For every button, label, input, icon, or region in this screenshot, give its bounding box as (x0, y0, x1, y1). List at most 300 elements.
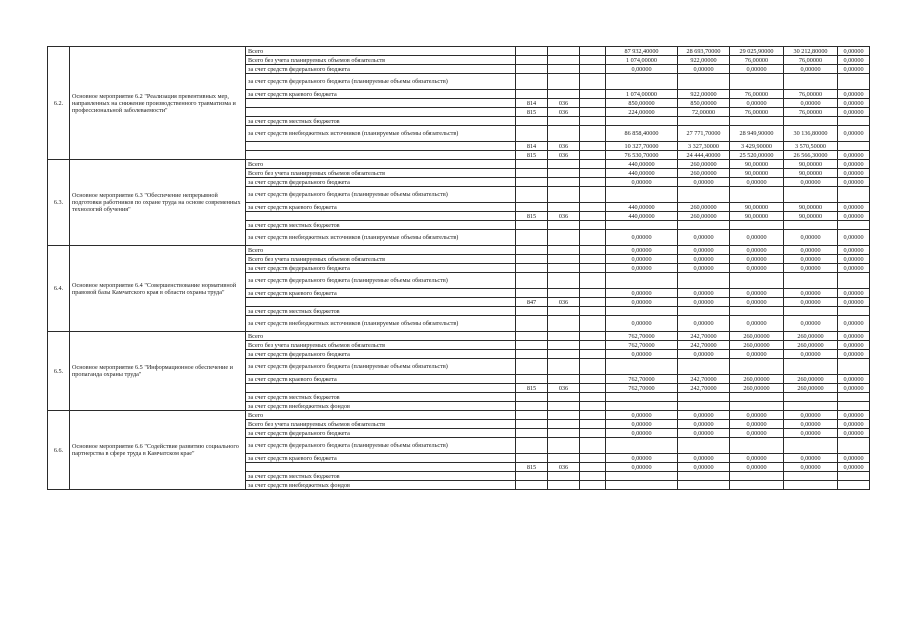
amount-cell (838, 438, 870, 454)
amount-cell (678, 273, 730, 289)
amount-cell: 0,00000 (678, 454, 730, 463)
funding-source: Всего (246, 47, 516, 56)
amount-cell: 24 444,40000 (678, 151, 730, 160)
amount-cell (838, 74, 870, 90)
empty-cell (580, 350, 606, 359)
section-code (548, 481, 580, 490)
empty-cell (580, 393, 606, 402)
section-code (548, 178, 580, 187)
activity-index: 6.5. (48, 332, 70, 411)
amount-cell: 242,70000 (678, 384, 730, 393)
amount-cell: 0,00000 (838, 454, 870, 463)
amount-cell: 260,00000 (678, 203, 730, 212)
amount-cell: 0,00000 (606, 298, 678, 307)
section-code (548, 246, 580, 255)
grbs-code (516, 246, 548, 255)
amount-cell: 0,00000 (838, 160, 870, 169)
section-code (548, 169, 580, 178)
section-code (548, 203, 580, 212)
empty-cell (580, 307, 606, 316)
funding-source: Всего без учета планируемых объемов обязательств (246, 169, 516, 178)
amount-cell: 90,00000 (730, 169, 784, 178)
empty-cell (580, 187, 606, 203)
section-code (548, 255, 580, 264)
funding-source (246, 142, 516, 151)
amount-cell: 0,00000 (838, 420, 870, 429)
funding-source: за счет средств федерального бюджета (планируемые объемы обязательств) (246, 438, 516, 454)
amount-cell: 0,00000 (678, 255, 730, 264)
amount-cell: 30 212,80000 (784, 47, 838, 56)
amount-cell: 76,00000 (730, 56, 784, 65)
empty-cell (580, 273, 606, 289)
grbs-code (516, 332, 548, 341)
funding-source: за счет средств местных бюджетов (246, 221, 516, 230)
grbs-code (516, 221, 548, 230)
grbs-code: 815 (516, 108, 548, 117)
amount-cell: 28 949,90000 (730, 126, 784, 142)
section-code (548, 264, 580, 273)
section-code (548, 341, 580, 350)
amount-cell: 242,70000 (678, 332, 730, 341)
grbs-code: 815 (516, 463, 548, 472)
funding-source: Всего без учета планируемых объемов обязательств (246, 420, 516, 429)
table-row (48, 246, 870, 255)
activity-index: 6.4. (48, 246, 70, 332)
funding-source (246, 463, 516, 472)
funding-source: за счет средств внебюджетных фондов (246, 402, 516, 411)
amount-cell: 0,00000 (784, 411, 838, 420)
amount-cell (838, 393, 870, 402)
funding-source: за счет средств краевого бюджета (246, 375, 516, 384)
amount-cell: 0,00000 (730, 246, 784, 255)
activity-name: Основное мероприятие 6.4 "Совершенствование нормативной правовой базы Камчатского края в области охраны труда" (70, 246, 246, 332)
amount-cell (838, 402, 870, 411)
section-code (548, 454, 580, 463)
amount-cell (784, 438, 838, 454)
activity-name: Основное мероприятие 6.6 "Содействие развитию социального партнерства в сфере труда в Камчатском крае" (70, 411, 246, 490)
amount-cell: 440,00000 (606, 203, 678, 212)
amount-cell: 0,00000 (838, 375, 870, 384)
amount-cell: 0,00000 (678, 463, 730, 472)
activity-index: 6.6. (48, 411, 70, 490)
amount-cell (606, 393, 678, 402)
amount-cell (678, 402, 730, 411)
amount-cell: 0,00000 (784, 246, 838, 255)
amount-cell: 76,00000 (784, 108, 838, 117)
funding-source: Всего без учета планируемых объемов обязательств (246, 56, 516, 65)
grbs-code (516, 47, 548, 56)
amount-cell (730, 187, 784, 203)
amount-cell (838, 481, 870, 490)
amount-cell: 0,00000 (838, 298, 870, 307)
section-code (548, 126, 580, 142)
empty-cell (580, 56, 606, 65)
amount-cell: 0,00000 (838, 411, 870, 420)
empty-cell (580, 47, 606, 56)
grbs-code (516, 289, 548, 298)
amount-cell: 26 566,30000 (784, 151, 838, 160)
grbs-code (516, 438, 548, 454)
funding-source: Всего (246, 160, 516, 169)
amount-cell: 0,00000 (838, 350, 870, 359)
amount-cell: 10 327,70000 (606, 142, 678, 151)
amount-cell: 762,70000 (606, 341, 678, 350)
activity-index: 6.2. (48, 47, 70, 160)
amount-cell (784, 359, 838, 375)
amount-cell: 260,00000 (730, 375, 784, 384)
empty-cell (580, 420, 606, 429)
amount-cell (838, 273, 870, 289)
amount-cell: 0,00000 (730, 420, 784, 429)
amount-cell (678, 74, 730, 90)
funding-source: за счет средств краевого бюджета (246, 203, 516, 212)
amount-cell: 0,00000 (606, 65, 678, 74)
funding-source: за счет средств внебюджетных источников (планируемые объемы обязательств) (246, 230, 516, 246)
amount-cell (784, 117, 838, 126)
amount-cell: 0,00000 (730, 65, 784, 74)
amount-cell: 260,00000 (678, 160, 730, 169)
amount-cell: 0,00000 (838, 47, 870, 56)
amount-cell: 90,00000 (784, 203, 838, 212)
amount-cell: 260,00000 (784, 384, 838, 393)
section-code (548, 359, 580, 375)
activity-index: 6.3. (48, 160, 70, 246)
budget-sheet (47, 46, 869, 490)
amount-cell (784, 402, 838, 411)
amount-cell: 0,00000 (838, 255, 870, 264)
amount-cell (730, 117, 784, 126)
amount-cell: 28 693,70000 (678, 47, 730, 56)
amount-cell (838, 472, 870, 481)
grbs-code (516, 429, 548, 438)
funding-source: за счет средств федерального бюджета (планируемые объемы обязательств) (246, 359, 516, 375)
grbs-code (516, 273, 548, 289)
amount-cell: 0,00000 (784, 99, 838, 108)
amount-cell: 0,00000 (784, 350, 838, 359)
section-code (548, 65, 580, 74)
amount-cell: 0,00000 (838, 384, 870, 393)
section-code (548, 316, 580, 332)
section-code: 036 (548, 151, 580, 160)
grbs-code (516, 375, 548, 384)
amount-cell: 0,00000 (838, 429, 870, 438)
amount-cell (606, 472, 678, 481)
activity-name: Основное мероприятие 6.5 "Информационное обеспечение и пропаганда охраны труда" (70, 332, 246, 411)
amount-cell (838, 307, 870, 316)
section-code (548, 47, 580, 56)
amount-cell: 242,70000 (678, 341, 730, 350)
grbs-code: 815 (516, 212, 548, 221)
amount-cell: 0,00000 (730, 350, 784, 359)
amount-cell: 260,00000 (730, 341, 784, 350)
amount-cell (784, 393, 838, 402)
amount-cell (678, 481, 730, 490)
amount-cell: 0,00000 (838, 264, 870, 273)
amount-cell: 0,00000 (606, 255, 678, 264)
amount-cell: 0,00000 (678, 429, 730, 438)
funding-source (246, 384, 516, 393)
empty-cell (580, 402, 606, 411)
amount-cell: 0,00000 (784, 230, 838, 246)
amount-cell (606, 438, 678, 454)
amount-cell (606, 187, 678, 203)
section-code: 036 (548, 298, 580, 307)
grbs-code (516, 393, 548, 402)
section-code (548, 472, 580, 481)
amount-cell: 0,00000 (678, 289, 730, 298)
funding-source: за счет средств федерального бюджета (246, 350, 516, 359)
amount-cell: 0,00000 (838, 178, 870, 187)
amount-cell: 0,00000 (838, 316, 870, 332)
amount-cell: 0,00000 (784, 463, 838, 472)
amount-cell: 0,00000 (838, 289, 870, 298)
amount-cell: 0,00000 (606, 429, 678, 438)
grbs-code (516, 230, 548, 246)
section-code (548, 429, 580, 438)
amount-cell: 0,00000 (606, 246, 678, 255)
amount-cell: 0,00000 (784, 316, 838, 332)
grbs-code (516, 420, 548, 429)
grbs-code (516, 264, 548, 273)
amount-cell: 90,00000 (784, 212, 838, 221)
amount-cell: 224,00000 (606, 108, 678, 117)
section-code (548, 375, 580, 384)
section-code (548, 289, 580, 298)
section-code: 036 (548, 212, 580, 221)
amount-cell (838, 117, 870, 126)
amount-cell: 440,00000 (606, 212, 678, 221)
amount-cell (606, 307, 678, 316)
amount-cell: 0,00000 (678, 350, 730, 359)
amount-cell: 0,00000 (838, 230, 870, 246)
empty-cell (580, 230, 606, 246)
amount-cell: 76,00000 (784, 90, 838, 99)
amount-cell: 0,00000 (730, 255, 784, 264)
amount-cell (730, 307, 784, 316)
funding-source: за счет средств краевого бюджета (246, 289, 516, 298)
section-code (548, 350, 580, 359)
amount-cell: 922,00000 (678, 90, 730, 99)
amount-cell: 90,00000 (784, 169, 838, 178)
amount-cell (606, 481, 678, 490)
amount-cell: 0,00000 (678, 65, 730, 74)
amount-cell: 242,70000 (678, 375, 730, 384)
amount-cell: 87 932,40000 (606, 47, 678, 56)
amount-cell (678, 438, 730, 454)
amount-cell: 0,00000 (838, 90, 870, 99)
funding-source: за счет средств краевого бюджета (246, 90, 516, 99)
amount-cell (784, 307, 838, 316)
amount-cell: 0,00000 (678, 411, 730, 420)
section-code: 036 (548, 463, 580, 472)
empty-cell (580, 384, 606, 393)
section-code (548, 74, 580, 90)
grbs-code (516, 472, 548, 481)
grbs-code (516, 481, 548, 490)
amount-cell: 260,00000 (784, 341, 838, 350)
section-code (548, 187, 580, 203)
amount-cell: 0,00000 (606, 230, 678, 246)
empty-cell (580, 178, 606, 187)
amount-cell: 0,00000 (606, 350, 678, 359)
funding-source (246, 151, 516, 160)
grbs-code (516, 169, 548, 178)
amount-cell (730, 438, 784, 454)
grbs-code (516, 160, 548, 169)
amount-cell: 0,00000 (838, 463, 870, 472)
section-code (548, 420, 580, 429)
amount-cell: 0,00000 (784, 255, 838, 264)
amount-cell: 440,00000 (606, 169, 678, 178)
amount-cell: 0,00000 (606, 411, 678, 420)
amount-cell: 0,00000 (678, 246, 730, 255)
amount-cell: 0,00000 (678, 420, 730, 429)
section-code (548, 230, 580, 246)
amount-cell: 0,00000 (730, 429, 784, 438)
amount-cell: 1 074,00000 (606, 90, 678, 99)
amount-cell (838, 359, 870, 375)
amount-cell (730, 393, 784, 402)
amount-cell: 3 429,90000 (730, 142, 784, 151)
table-row (48, 411, 870, 420)
empty-cell (580, 160, 606, 169)
amount-cell (678, 472, 730, 481)
section-code (548, 56, 580, 65)
funding-source: за счет средств внебюджетных источников (планируемые объемы обязательств) (246, 316, 516, 332)
grbs-code (516, 65, 548, 74)
empty-cell (580, 332, 606, 341)
amount-cell: 76,00000 (730, 108, 784, 117)
empty-cell (580, 375, 606, 384)
activity-name: Основное мероприятие 6.3 "Обеспечение непрерывной подготовки работников по охране труда на основе современных технологий обучения" (70, 160, 246, 246)
funding-source (246, 108, 516, 117)
grbs-code (516, 117, 548, 126)
amount-cell: 76 530,70000 (606, 151, 678, 160)
amount-cell: 260,00000 (730, 384, 784, 393)
amount-cell: 0,00000 (784, 454, 838, 463)
section-code (548, 411, 580, 420)
amount-cell: 0,00000 (784, 178, 838, 187)
empty-cell (580, 454, 606, 463)
budget-table (47, 46, 870, 490)
amount-cell: 0,00000 (784, 429, 838, 438)
section-code (548, 160, 580, 169)
amount-cell (838, 187, 870, 203)
section-code (548, 307, 580, 316)
amount-cell: 762,70000 (606, 375, 678, 384)
empty-cell (580, 142, 606, 151)
amount-cell: 260,00000 (784, 332, 838, 341)
amount-cell: 0,00000 (730, 316, 784, 332)
grbs-code (516, 56, 548, 65)
amount-cell: 0,00000 (784, 65, 838, 74)
amount-cell (838, 221, 870, 230)
grbs-code (516, 316, 548, 332)
section-code (548, 221, 580, 230)
amount-cell: 0,00000 (838, 151, 870, 160)
amount-cell (730, 472, 784, 481)
funding-source: за счет средств федерального бюджета (планируемые объемы обязательств) (246, 187, 516, 203)
amount-cell: 0,00000 (606, 454, 678, 463)
funding-source: за счет средств внебюджетных фондов (246, 481, 516, 490)
grbs-code (516, 350, 548, 359)
amount-cell (606, 117, 678, 126)
grbs-code: 815 (516, 151, 548, 160)
amount-cell (784, 74, 838, 90)
amount-cell (678, 307, 730, 316)
amount-cell: 260,00000 (730, 332, 784, 341)
grbs-code: 814 (516, 142, 548, 151)
section-code (548, 402, 580, 411)
amount-cell (784, 221, 838, 230)
amount-cell: 0,00000 (784, 420, 838, 429)
table-row (48, 47, 870, 56)
amount-cell: 0,00000 (678, 264, 730, 273)
grbs-code (516, 90, 548, 99)
amount-cell (606, 74, 678, 90)
amount-cell (606, 273, 678, 289)
section-code: 036 (548, 384, 580, 393)
section-code (548, 332, 580, 341)
amount-cell: 0,00000 (606, 316, 678, 332)
amount-cell: 850,00000 (606, 99, 678, 108)
amount-cell (606, 359, 678, 375)
funding-source: Всего без учета планируемых объемов обязательств (246, 341, 516, 350)
amount-cell: 0,00000 (678, 298, 730, 307)
amount-cell (784, 481, 838, 490)
amount-cell: 0,00000 (606, 178, 678, 187)
funding-source: за счет средств федерального бюджета (246, 65, 516, 74)
amount-cell: 260,00000 (678, 169, 730, 178)
amount-cell: 0,00000 (606, 463, 678, 472)
funding-source: за счет средств федерального бюджета (планируемые объемы обязательств) (246, 273, 516, 289)
funding-source: Всего (246, 246, 516, 255)
amount-cell (730, 359, 784, 375)
amount-cell: 0,00000 (838, 332, 870, 341)
empty-cell (580, 255, 606, 264)
amount-cell: 260,00000 (784, 375, 838, 384)
amount-cell (678, 187, 730, 203)
amount-cell: 0,00000 (838, 56, 870, 65)
amount-cell: 27 771,70000 (678, 126, 730, 142)
amount-cell: 0,00000 (678, 178, 730, 187)
table-row (48, 332, 870, 341)
amount-cell (730, 481, 784, 490)
empty-cell (580, 438, 606, 454)
amount-cell: 0,00000 (838, 246, 870, 255)
amount-cell: 90,00000 (730, 160, 784, 169)
section-code (548, 90, 580, 99)
funding-source: за счет средств федерального бюджета (246, 264, 516, 273)
amount-cell: 90,00000 (730, 212, 784, 221)
section-code (548, 393, 580, 402)
funding-source: за счет средств местных бюджетов (246, 472, 516, 481)
funding-source: за счет средств федерального бюджета (планируемые объемы обязательств) (246, 74, 516, 90)
amount-cell: 0,00000 (838, 212, 870, 221)
amount-cell (730, 402, 784, 411)
empty-cell (580, 429, 606, 438)
amount-cell: 0,00000 (606, 264, 678, 273)
funding-source: за счет средств федерального бюджета (246, 178, 516, 187)
amount-cell: 0,00000 (838, 169, 870, 178)
grbs-code (516, 178, 548, 187)
funding-source: за счет средств местных бюджетов (246, 117, 516, 126)
amount-cell (678, 117, 730, 126)
amount-cell: 86 858,40000 (606, 126, 678, 142)
funding-source: за счет средств краевого бюджета (246, 454, 516, 463)
amount-cell: 0,00000 (606, 289, 678, 298)
amount-cell: 3 570,50000 (784, 142, 838, 151)
